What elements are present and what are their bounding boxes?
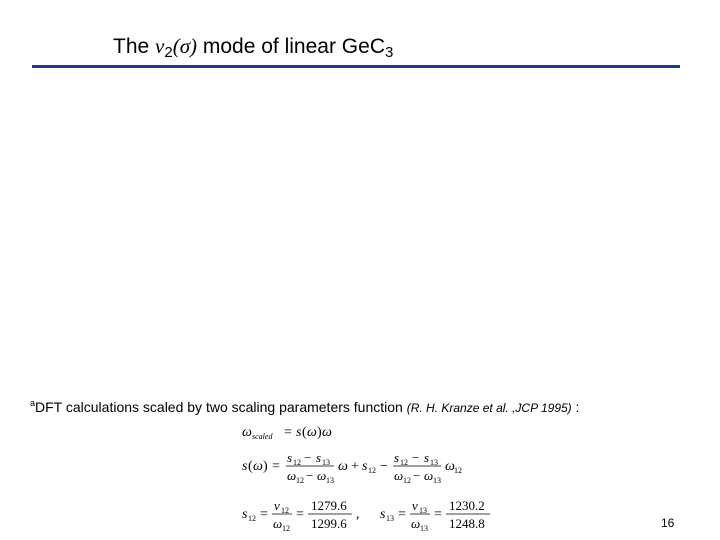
svg-text:ω: ω: [307, 425, 317, 440]
formula-scaling-function: [242, 450, 462, 485]
svg-text:ω: ω: [338, 459, 348, 474]
svg-text:−: −: [412, 450, 420, 465]
formula-svg: [240, 418, 600, 538]
svg-text:): ): [263, 459, 268, 474]
svg-text:(: (: [302, 425, 307, 440]
svg-text:12: 12: [281, 506, 289, 515]
svg-text:13: 13: [326, 476, 334, 485]
svg-text:(: (: [248, 459, 253, 474]
page-number: 16: [661, 516, 675, 530]
svg-text:13: 13: [322, 458, 330, 467]
svg-text:ω: ω: [322, 425, 332, 440]
svg-text:s: s: [316, 450, 322, 465]
svg-text:−: −: [306, 468, 314, 483]
svg-text:12: 12: [282, 524, 290, 533]
svg-text:=: =: [398, 507, 406, 522]
svg-text:ω: ω: [253, 459, 263, 474]
svg-text:s: s: [296, 425, 302, 440]
svg-text:12: 12: [368, 466, 376, 475]
svg-text:,: ,: [356, 507, 360, 522]
svg-text:−: −: [304, 450, 312, 465]
svg-text:ω: ω: [273, 516, 283, 531]
svg-text:12: 12: [248, 514, 256, 523]
svg-text:−: −: [413, 468, 421, 483]
svg-text:=: =: [284, 425, 292, 440]
svg-text:ω: ω: [287, 468, 297, 483]
svg-text:ν: ν: [412, 498, 418, 513]
svg-text:+: +: [351, 459, 359, 474]
svg-text:ω: ω: [411, 516, 421, 531]
svg-text:13: 13: [430, 458, 438, 467]
svg-text:13: 13: [419, 506, 427, 515]
svg-text:ω: ω: [317, 468, 327, 483]
svg-text:12: 12: [296, 476, 304, 485]
footnote: $^a$DFT calculations scaled by two scaling parameters function (R. H. Kranze et al. ,JCP 1995) :: [30, 398, 580, 415]
svg-text:1299.6: 1299.6: [311, 516, 347, 531]
svg-text:s: s: [242, 459, 248, 474]
formula-scaling-parameters: [242, 498, 490, 533]
svg-text:12: 12: [400, 458, 408, 467]
svg-text:s: s: [424, 450, 430, 465]
svg-text:1279.6: 1279.6: [311, 498, 347, 513]
svg-text:1248.8: 1248.8: [449, 516, 485, 531]
svg-text:13: 13: [433, 476, 441, 485]
svg-text:12: 12: [454, 466, 462, 475]
svg-text:13: 13: [420, 524, 428, 533]
svg-text:scaled: scaled: [252, 432, 273, 441]
svg-text:=: =: [272, 459, 280, 474]
svg-text:12: 12: [403, 476, 411, 485]
formula-scaled-frequency: [242, 425, 332, 441]
svg-text:s: s: [380, 507, 386, 522]
slide-title: The $\nu_2(\sigma)$ mode of linear GeC$_3$: [113, 34, 394, 61]
scaling-formulas: [240, 418, 600, 538]
svg-text:12: 12: [293, 458, 301, 467]
svg-text:−: −: [380, 459, 388, 474]
title-divider: [32, 65, 680, 68]
svg-text:13: 13: [386, 514, 394, 523]
nu-symbol: ν: [155, 34, 165, 58]
svg-text:ν: ν: [274, 498, 280, 513]
reference-citation: (R. H. Kranze et al. ,JCP 1995): [406, 401, 572, 415]
svg-text:=: =: [260, 507, 268, 522]
svg-text:s: s: [394, 450, 400, 465]
svg-text:1230.2: 1230.2: [449, 498, 485, 513]
svg-text:): ): [317, 425, 322, 440]
sigma-symbol: (σ): [172, 34, 198, 58]
svg-text:ω: ω: [424, 468, 434, 483]
svg-text:s: s: [362, 459, 368, 474]
svg-text:s: s: [242, 507, 248, 522]
svg-text:ω: ω: [242, 425, 252, 440]
svg-text:=: =: [434, 507, 442, 522]
svg-text:ω: ω: [445, 459, 455, 474]
svg-text:ω: ω: [394, 468, 404, 483]
svg-text:=: =: [296, 507, 304, 522]
svg-text:s: s: [287, 450, 293, 465]
